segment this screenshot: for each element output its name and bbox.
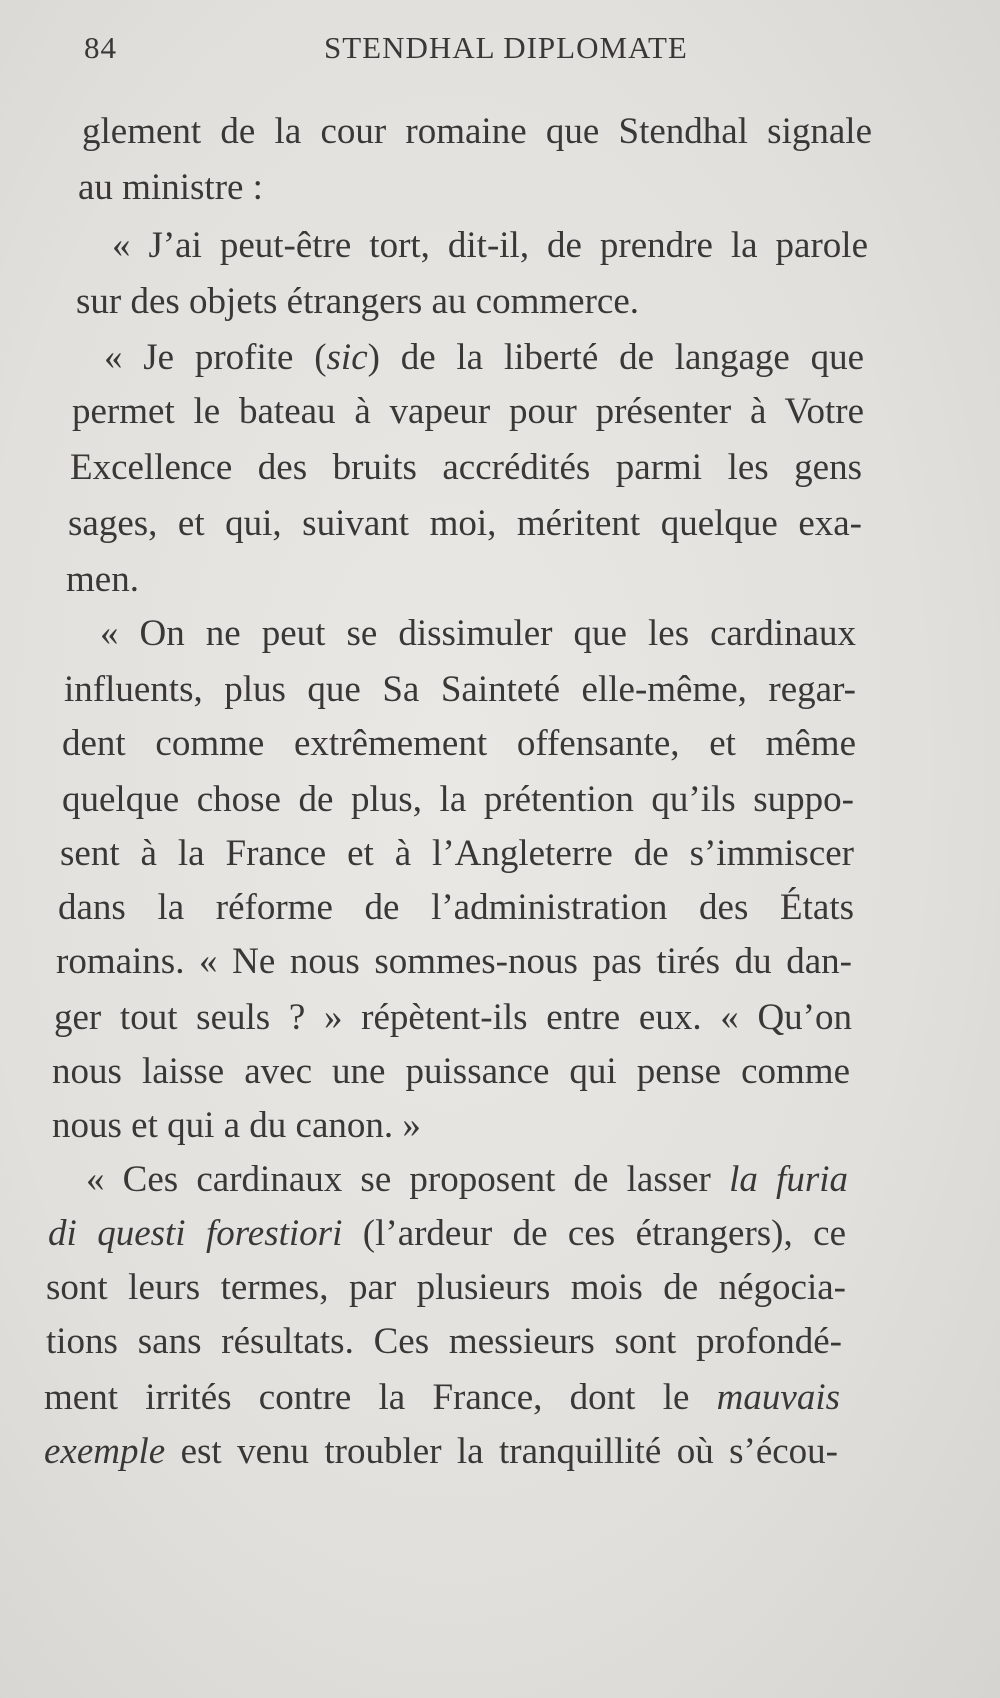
text-line: nous laisse avec une puissance qui pense comme xyxy=(52,1051,850,1092)
text-line xyxy=(86,1158,848,1202)
text-line: glement de la cour romaine que Stendhal signale xyxy=(82,111,872,152)
page-header xyxy=(84,30,934,74)
text-segment: « Je profite ( xyxy=(104,337,327,378)
text-segment: (l’ardeur de ces étrangers), ce xyxy=(342,1213,846,1254)
text-line: sur des objets étrangers au commerce. xyxy=(76,281,640,322)
text-line: « On ne peut se dissimuler que les cardinaux xyxy=(100,613,856,654)
text-segment: ) de la liberté de langage que xyxy=(367,337,864,378)
running-title: STENDHAL DIPLOMATE xyxy=(324,30,688,65)
italic-text: sic xyxy=(326,337,368,378)
text-line: romains. « Ne nous sommes-nous pas tirés du dan- xyxy=(56,941,852,982)
italic-text: la furia xyxy=(729,1159,848,1200)
italic-text: exemple xyxy=(44,1431,166,1472)
text-line: au ministre : xyxy=(78,167,263,208)
text-line: sent à la France et à l’Angleterre de s’immiscer xyxy=(60,833,854,874)
text-line: « J’ai peut-être tort, dit-il, de prendre la parole xyxy=(112,225,868,266)
text-line xyxy=(44,1430,838,1474)
text-line: dans la réforme de l’administration des États xyxy=(58,887,854,928)
italic-text: mauvais xyxy=(716,1377,840,1418)
text-line xyxy=(104,336,864,380)
text-line: influents, plus que Sa Sainteté elle-même, regar- xyxy=(64,669,856,710)
text-line: tions sans résultats. Ces messieurs sont profondé- xyxy=(46,1321,842,1362)
text-line: Excellence des bruits accrédités parmi les gens xyxy=(70,447,862,488)
text-line: men. xyxy=(66,559,139,600)
text-line: quelque chose de plus, la prétention qu’ils suppo- xyxy=(62,779,854,820)
text-line: sages, et qui, suivant moi, méritent quelque exa- xyxy=(68,503,862,544)
text-segment: « Ces cardinaux se proposent de lasser xyxy=(86,1159,730,1200)
text-line xyxy=(48,1212,846,1256)
page-number: 84 xyxy=(84,30,117,65)
text-line: ger tout seuls ? » répètent-ils entre eux. « Qu’on xyxy=(54,997,852,1038)
text-segment: ment irrités contre la France, dont le xyxy=(44,1377,717,1418)
text-line: sont leurs termes, par plusieurs mois de négocia- xyxy=(46,1267,846,1308)
text-segment: est venu troubler la tranquillité où s’écou- xyxy=(165,1431,838,1472)
text-line xyxy=(44,1376,840,1420)
text-line: permet le bateau à vapeur pour présenter à Votre xyxy=(72,391,864,432)
text-line: nous et qui a du canon. » xyxy=(52,1105,421,1146)
italic-text: di questi forestiori xyxy=(48,1213,343,1254)
text-line: dent comme extrêmement offensante, et même xyxy=(62,723,856,764)
